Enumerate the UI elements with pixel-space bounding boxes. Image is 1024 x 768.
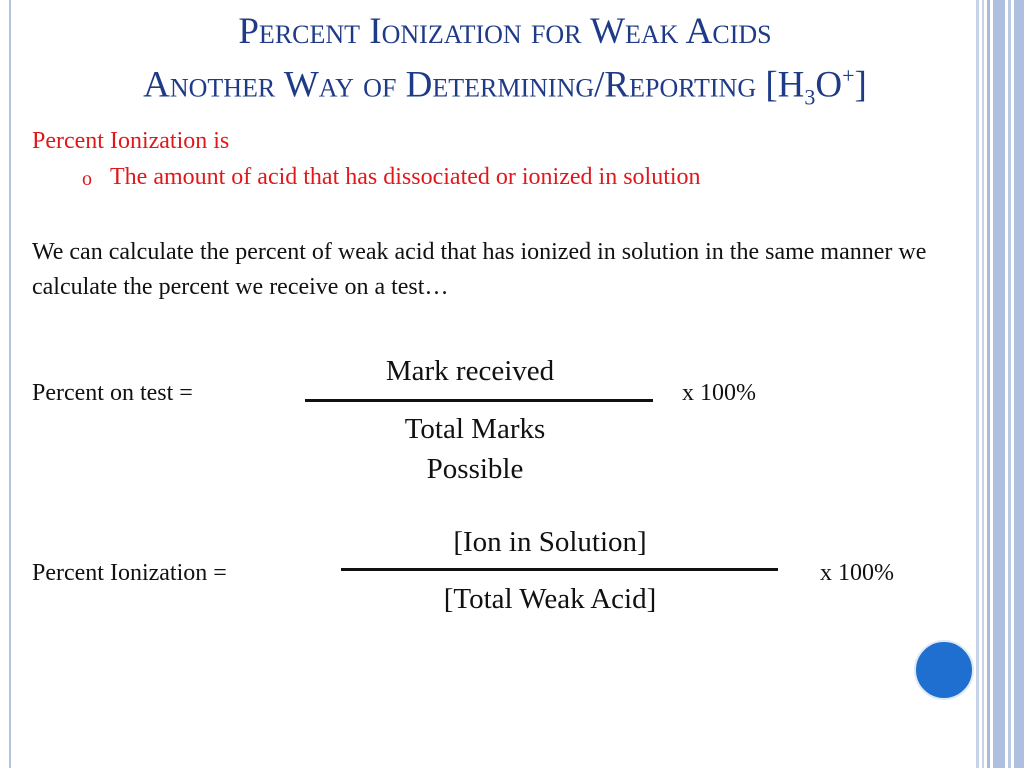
definition-bullet: The amount of acid that has dissociated or ionized in solution bbox=[110, 164, 701, 190]
ionization-fraction-bar bbox=[341, 568, 778, 571]
ionization-denominator: [Total Weak Acid] bbox=[443, 583, 657, 615]
definition-heading: Percent Ionization is bbox=[32, 128, 230, 154]
left-border bbox=[9, 0, 11, 768]
stripe bbox=[1008, 0, 1011, 768]
slide-title-line2 bbox=[40, 56, 970, 118]
stripe bbox=[976, 0, 979, 768]
test-fraction-bar bbox=[305, 399, 653, 402]
stripe bbox=[982, 0, 984, 768]
ionization-equation-label: Percent Ionization = bbox=[32, 560, 227, 586]
title-text: O bbox=[815, 64, 843, 106]
ionization-multiplier: x 100% bbox=[820, 560, 894, 586]
title-text: ] bbox=[854, 64, 867, 106]
stripe bbox=[993, 0, 1005, 768]
title-superscript: + bbox=[842, 63, 855, 88]
stripe bbox=[987, 0, 990, 768]
decorative-circle-icon bbox=[914, 640, 974, 700]
explanation-paragraph: We can calculate the percent of weak acid that has ionized in solution in the same manner we calculate the percent we receive on a test… bbox=[32, 239, 927, 300]
test-denominator-line2: Possible bbox=[426, 453, 524, 485]
test-numerator: Mark received bbox=[385, 355, 555, 387]
test-equation-label: Percent on test = bbox=[32, 380, 193, 406]
decorative-stripes bbox=[976, 0, 1024, 768]
title-subscript: 3 bbox=[804, 84, 816, 110]
bullet-circle-icon: o bbox=[82, 168, 92, 190]
stripe bbox=[1014, 0, 1024, 768]
slide-title-line1: Percent Ionization for Weak Acids bbox=[238, 11, 772, 52]
title-text: Another Way of Determining/Reporting [H bbox=[143, 64, 805, 106]
test-multiplier: x 100% bbox=[682, 380, 756, 406]
ionization-numerator: [Ion in Solution] bbox=[453, 526, 647, 558]
test-denominator-line1: Total Marks bbox=[404, 413, 546, 445]
